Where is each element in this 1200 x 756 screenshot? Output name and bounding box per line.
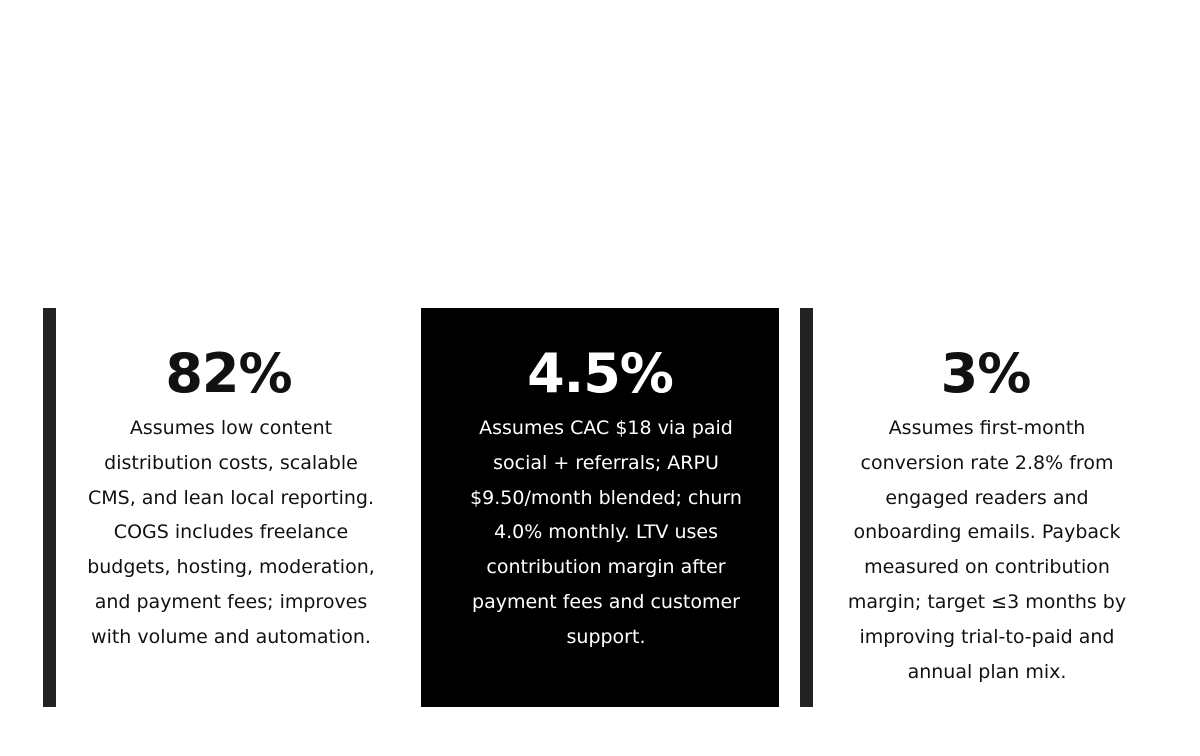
metric-card-conversion xyxy=(800,308,1158,707)
card-accent-bar xyxy=(800,308,813,707)
metric-card-highlighted xyxy=(421,308,779,707)
metric-value: 82% xyxy=(165,342,292,405)
metric-value: 4.5% xyxy=(527,342,673,405)
metric-description: Assumes first-month conversion rate 2.8% from engaged readers and onboarding emails. Payback measured on contribution margin; target ≤3 months by improving trial-to-paid and annual plan mix. xyxy=(847,417,1127,683)
metric-card-gross-margin xyxy=(43,308,401,707)
metric-description: Assumes low content distribution costs, scalable CMS, and lean local reporting. COGS includes freelance budgets, hosting, moderation, and payment fees; improves with volume and automation. xyxy=(87,417,375,648)
card-accent-bar xyxy=(43,308,56,707)
metric-value: 3% xyxy=(940,342,1031,405)
metric-description: Assumes CAC $18 via paid social + referrals; ARPU $9.50/month blended; churn 4.0% monthly. LTV uses contribution margin after payment fees and customer support. xyxy=(470,417,742,648)
